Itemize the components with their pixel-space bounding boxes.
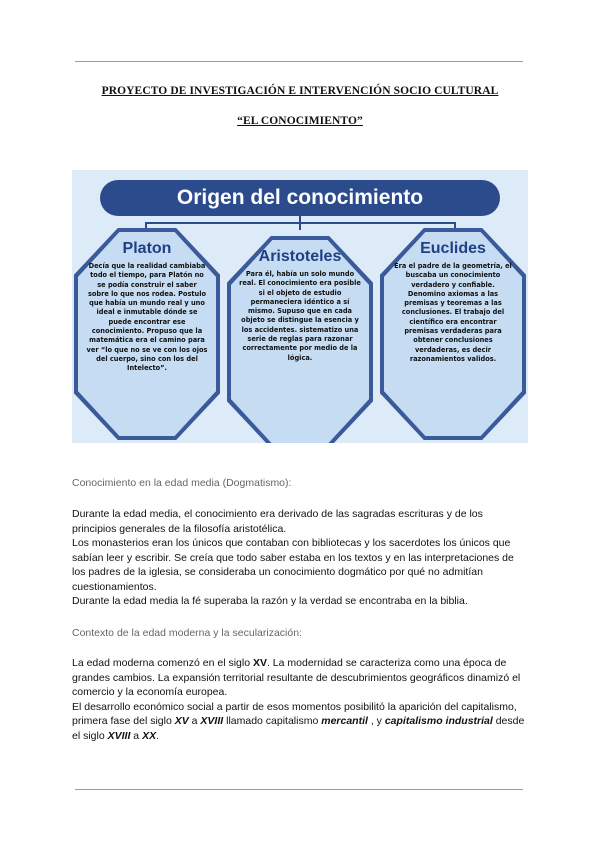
card-text: Era el padre de la geometría, el buscaba un conocimiento verdadero y confiable. Denomino axiomas a las premisas y teoremas a las conclusiones. El trabajo del científico era encontrar premisas verdaderas para obtener conclusiones verdaderas, es decir razonamientos validos. [394, 262, 512, 363]
document-title: PROYECTO DE INVESTIGACIÓN E INTERVENCIÓN SOCIO CULTURAL [101, 85, 499, 97]
section-body-edad-moderna [72, 656, 528, 743]
section-heading-edad-media: Conocimiento en la edad media (Dogmatismo): [72, 477, 292, 489]
infographic-origen-del-conocimiento [72, 170, 528, 443]
connector-line [145, 222, 455, 224]
card-euclides [380, 228, 526, 440]
card-aristoteles [227, 236, 373, 443]
card-title: Euclides [420, 240, 486, 257]
paragraph: Durante la edad media, el conocimiento era derivado de las sagradas escrituras y de los principios generales de la filosofía aristotélica. [72, 508, 483, 535]
section-body-edad-media [72, 507, 528, 609]
card-title: Aristoteles [258, 248, 342, 265]
document-subtitle: “EL CONOCIMIENTO” [237, 115, 363, 127]
paragraph: Los monasterios eran los únicos que contaban con bibliotecas y los sacerdotes los únicos que sabían leer y escribir. Se creía que todo saber estaba en los textos y en las interpretaciones de los padres de la iglesia, se consideraba un conocimiento dogmático por qué no admitían cuestionamientos. [72, 537, 514, 593]
card-platon [74, 228, 220, 440]
card-text: Para él, había un solo mundo real. El conocimiento era posible si el objeto de estudio permaneciera idéntico a sí mismo. Supuso que en cada objeto se distingue la esencia y los accidentes. sistematizo una serie de reglas para razonar correctamente por medio de la lógica. [239, 270, 361, 362]
bottom-divider [75, 789, 523, 790]
card-title: Platon [122, 240, 172, 257]
section-heading-edad-moderna: Contexto de la edad moderna y la secularización: [72, 627, 302, 639]
paragraph: El desarrollo económico social a partir de esos momentos posibilitó la aparición del capitalismo, primera fase del siglo XV a XVIII llamado capitalismo mercantil , y capitalismo industrial desde el siglo XVIII a XX. [72, 700, 525, 742]
paragraph: Durante la edad media la fé superaba la razón y la verdad se encontraba en la biblia. [72, 595, 468, 607]
infographic-banner: Origen del conocimiento [100, 180, 500, 216]
paragraph: La edad moderna comenzó en el siglo XV. La modernidad se caracteriza como una época de grandes cambios. La expansión territorial resultante de descubrimientos geográficos dinamizó el comercio y la economía europea. [72, 657, 521, 698]
top-divider [75, 61, 523, 62]
card-text: Decía que la realidad cambiaba todo el tiempo, para Platón no se podía construir el saber sobre lo que nos rodea. Postulo que había un mundo real y uno ideal e inmutable dónde se puede encontrar ese conocimiento. Propuso que la matemática era el camino para ver “lo que no se ve con los ojos del cuerpo, sino con los del Intelecto”. [86, 262, 208, 373]
